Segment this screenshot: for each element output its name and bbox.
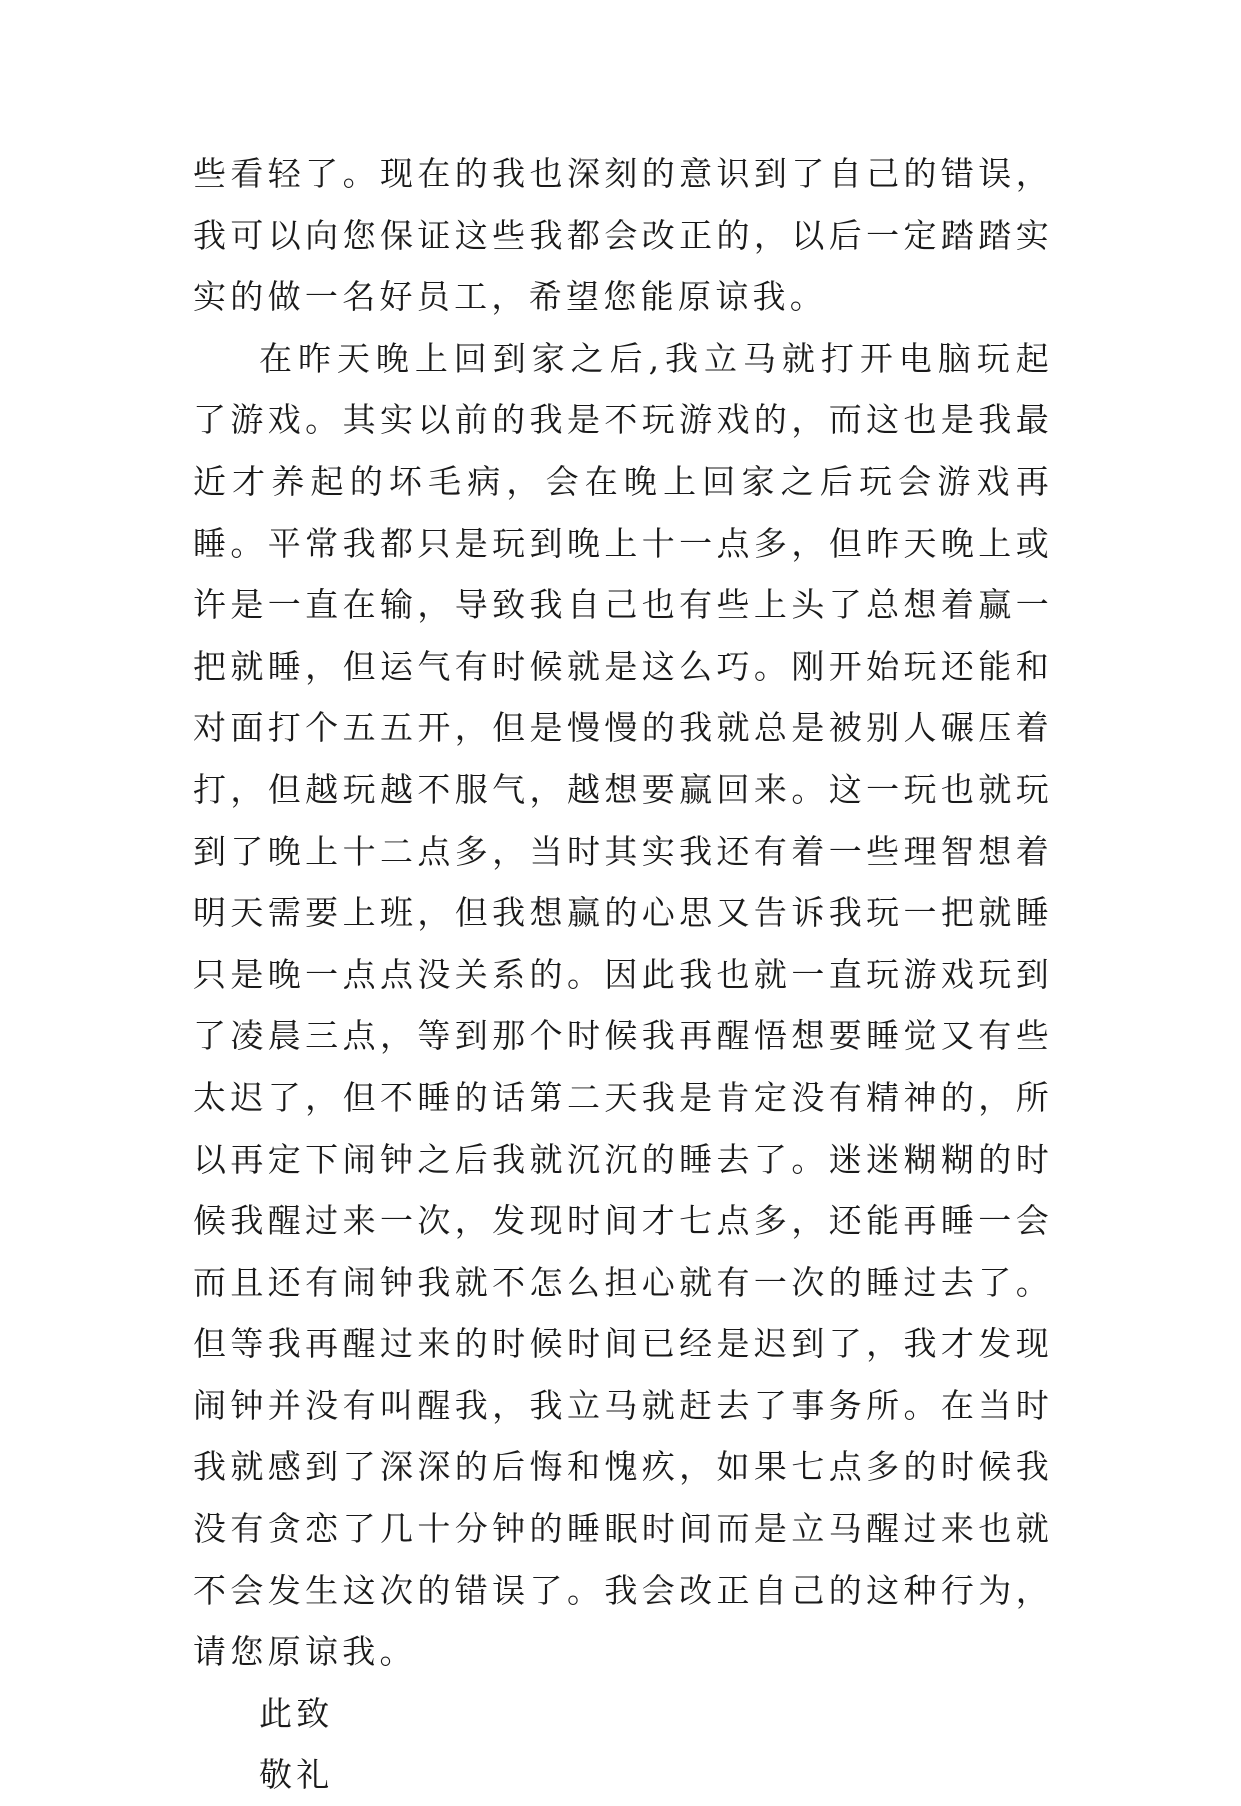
closing-regards: 敬礼: [259, 1755, 334, 1795]
letter-body: [193, 143, 1053, 1806]
closing-salutation: 此致: [259, 1693, 334, 1733]
paragraph-continuation: 些看轻了。现在的我也深刻的意识到了自己的错误，我可以向您保证这些我都会改正的，以后一定踏踏实实的做一名好员工，希望您能原谅我。: [193, 154, 1053, 317]
paragraph-explanation: 在昨天晚上回到家之后,我立马就打开电脑玩起了游戏。其实以前的我是不玩游戏的，而这也是我最近才养起的坏毛病，会在晚上回家之后玩会游戏再睡。平常我都只是玩到晚上十一点多，但昨天晚上或许是一直在输，导致我自己也有些上头了总想着赢一把就睡，但运气有时候就是这么巧。刚开始玩还能和对面打个五五开，但是慢慢的我就总是被别人碾压着打，但越玩越不服气，越想要赢回来。这一玩也就玩到了晚上十二点多，当时其实我还有着一些理智想着明天需要上班，但我想赢的心思又告诉我玩一把就睡只是晚一点点没关系的。因此我也就一直玩游戏玩到了凌晨三点，等到那个时候我再醒悟想要睡觉又有些太迟了，但不睡的话第二天我是肯定没有精神的，所以再定下闹钟之后我就沉沉的睡去了。迷迷糊糊的时候我醒过来一次，发现时间才七点多，还能再睡一会而且还有闹钟我就不怎么担心就有一次的睡过去了。但等我再醒过来的时候时间已经是迟到了，我才发现闹钟并没有叫醒我，我立马就赶去了事务所。在当时我就感到了深深的后悔和愧疚，如果七点多的时候我没有贪恋了几十分钟的睡眠时间而是立马醒过来也就不会发生这次的错误了。我会改正自己的这种行为，请您原谅我。: [193, 338, 1053, 1672]
